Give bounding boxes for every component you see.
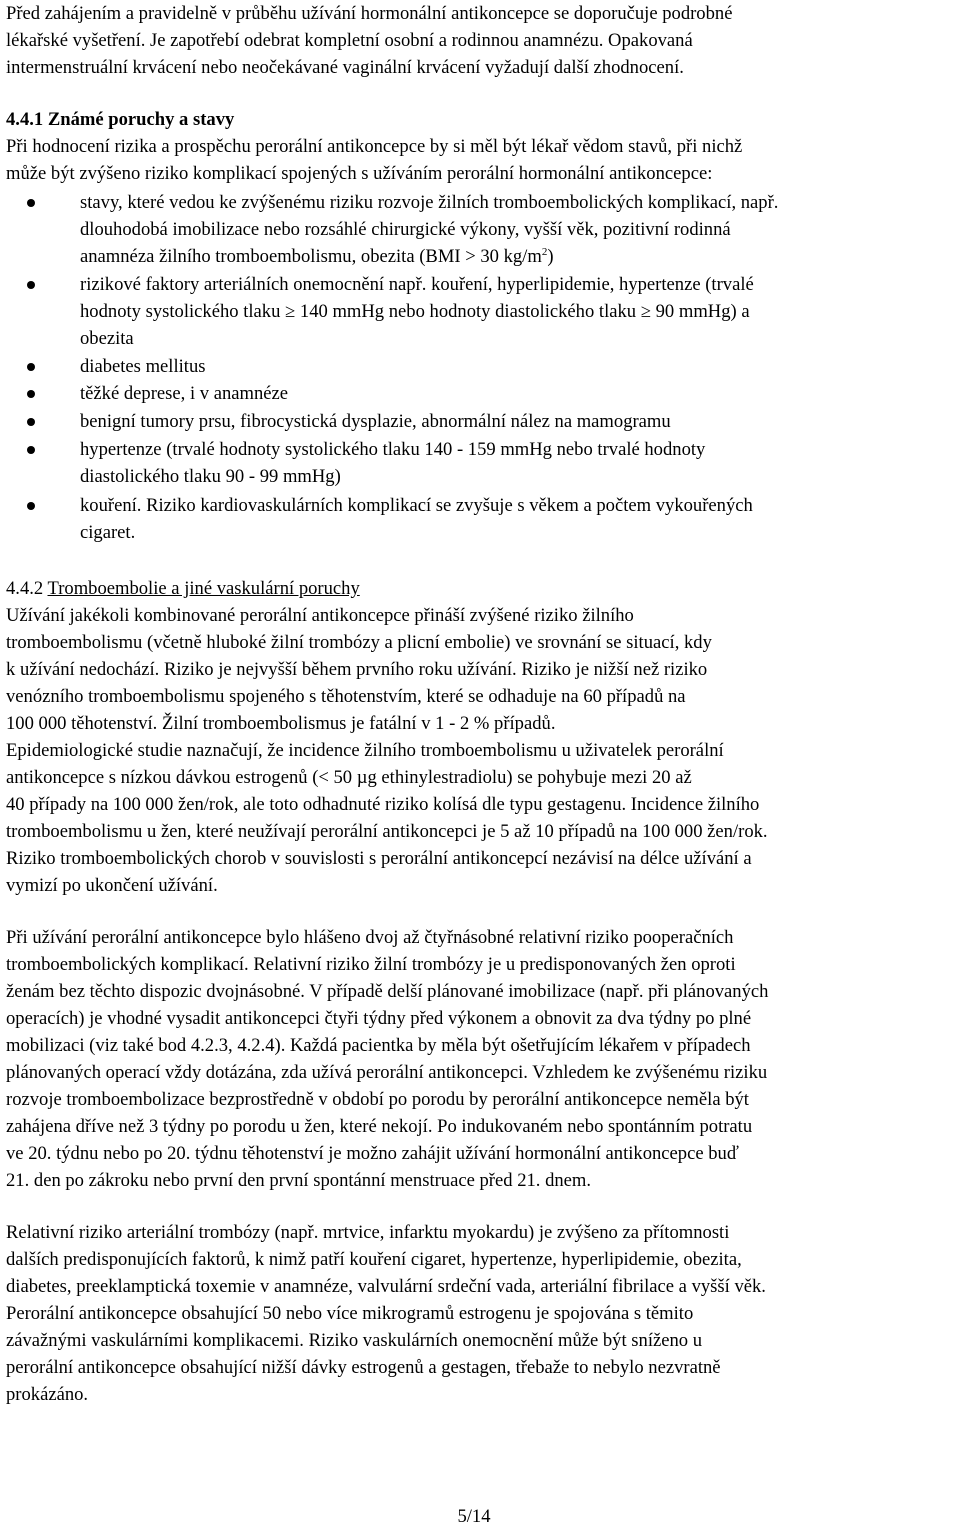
superscript: 2 — [541, 246, 548, 258]
para-line: Při užívání perorální antikoncepce bylo hlášeno dvoj až čtyřnásobné relativní riziko pooperačních — [6, 927, 734, 948]
bullet-dot — [27, 418, 35, 426]
bmi-text: anamnéza žilního tromboembolismu, obezita (BMI > 30 kg/m — [80, 246, 542, 267]
para-line: tromboembolismu (včetně hluboké žilní trombózy a plicní embolie) ve srovnání se situací, kdy — [6, 632, 712, 653]
list-item-line: obezita — [80, 328, 134, 349]
para-line: vymizí po ukončení užívání. — [6, 875, 218, 896]
section-line: Při hodnocení rizika a prospěchu perorální antikoncepce by si měl být lékař vědom stavů, při nichž — [6, 136, 743, 157]
para-line: mobilizaci (viz také bod 4.2.3, 4.2.4). Každá pacientka by měla být ošetřujícím lékařem v případech — [6, 1035, 751, 1056]
bullet-dot — [27, 390, 35, 398]
list-item-line: cigaret. — [80, 522, 136, 543]
geq-symbol: ≥ — [640, 301, 651, 322]
para-line: Epidemiologické studie naznačují, že incidence žilního tromboembolismu u uživatelek perorální — [6, 740, 724, 761]
heading-number: 4.4.2 — [6, 578, 48, 599]
para-line: 100 000 těhotenství. Žilní tromboembolismus je fatální v 1 - 2 % případů. — [6, 713, 556, 734]
list-item-line — [80, 298, 750, 325]
para-line: perorální antikoncepce obsahující nižší dávky estrogenů a gestagen, třebaže to nebylo nezvratně — [6, 1357, 721, 1378]
para-line: zahájena dříve než 3 týdny po porodu u žen, které nekojí. Po indukovaném nebo spontánním potratu — [6, 1116, 753, 1137]
list-item-line: těžké deprese, i v anamnéze — [80, 383, 289, 404]
list-item-line — [80, 243, 554, 270]
heading-text: Tromboembolie a jiné vaskulární poruchy — [47, 578, 360, 599]
para-line: 21. den po zákroku nebo první den první spontánní menstruace před 21. dnem. — [6, 1170, 592, 1191]
bullet-dot — [27, 446, 35, 454]
para-line: závažnými vaskulárními komplikacemi. Riziko vaskulárních onemocnění může být sníženo u — [6, 1330, 703, 1351]
list-item-line: dlouhodobá imobilizace nebo rozsáhlé chirurgické výkony, vyšší věk, pozitivní rodinná — [80, 219, 731, 240]
line-part: 90 mmHg) a — [650, 301, 750, 322]
bullet-dot — [27, 281, 35, 289]
para-line: diabetes, preeklamptická toxemie v anamnéze, valvulární srdeční vada, arteriální fibrilace a vyšší věk. — [6, 1276, 766, 1297]
page-number: 5/14 — [457, 1506, 491, 1527]
para-line: tromboembolických komplikací. Relativní riziko žilní trombózy je u predisponovaných žen oproti — [6, 954, 736, 975]
list-item-line: diastolického tlaku 90 - 99 mmHg) — [80, 466, 341, 487]
para-line: Relativní riziko arteriální trombózy (např. mrtvice, infarktu myokardu) je zvýšeno za přítomnosti — [6, 1222, 730, 1243]
section-heading-4-4-2 — [6, 575, 360, 602]
intro-line: Před zahájením a pravidelně v průběhu užívání hormonální antikoncepce se doporučuje podrobné — [6, 3, 733, 24]
para-line: Užívání jakékoli kombinované perorální antikoncepce přináší zvýšené riziko žilního — [6, 605, 634, 626]
para-line: Perorální antikoncepce obsahující 50 nebo více mikrogramů estrogenu je spojována s těmito — [6, 1303, 694, 1324]
para-line: rozvoje tromboembolizace bezprostředně v období po porodu by perorální antikoncepce neměla být — [6, 1089, 749, 1110]
list-item-line: rizikové faktory arteriálních onemocnění např. kouření, hyperlipidemie, hypertenze (trvalé — [80, 274, 754, 295]
para-line: k užívání nedochází. Riziko je nejvyšší během prvního roku užívání. Riziko je nižší než riziko — [6, 659, 708, 680]
geq-symbol: ≥ — [285, 301, 296, 322]
bmi-close: ) — [547, 246, 554, 267]
para-line: prokázáno. — [6, 1384, 89, 1405]
para-line: venózního tromboembolismu spojeného s těhotenstvím, které se odhaduje na 60 případů na — [6, 686, 686, 707]
para-line: tromboembolismu u žen, které neužívají perorální antikoncepci je 5 až 10 případů na 100 000 žen/rok. — [6, 821, 768, 842]
para-line: ve 20. týdnu nebo po 20. týdnu těhotenství je možno zahájit užívání hormonální antikoncepce buď — [6, 1143, 739, 1164]
para-line: ženám bez těchto dispozic dvojnásobné. V případě delší plánované imobilizace (např. při plánovaných — [6, 981, 769, 1002]
list-item-line: stavy, které vedou ke zvýšenému riziku rozvoje žilních tromboembolických komplikací, např. — [80, 192, 779, 213]
list-item-line: diabetes mellitus — [80, 356, 206, 377]
section-heading-4-4-1: 4.4.1 Známé poruchy a stavy — [6, 109, 235, 130]
section-line: může být zvýšeno riziko komplikací spojených s užíváním perorální hormonální antikoncepce: — [6, 163, 713, 184]
para-line: dalších predisponujících faktorů, k nimž patří kouření cigaret, hypertenze, hyperlipidemie, obezita, — [6, 1249, 742, 1270]
list-item-line: benigní tumory prsu, fibrocystická dysplazie, abnormální nález na mamogramu — [80, 411, 671, 432]
line-part: 140 mmHg nebo hodnoty diastolického tlaku — [295, 301, 641, 322]
para-line: plánovaných operací vždy dotázána, zda užívá perorální antikoncepci. Vzhledem ke zvýšenému riziku — [6, 1062, 768, 1083]
list-item-line: kouření. Riziko kardiovaskulárních komplikací se zvyšuje s věkem a počtem vykouřených — [80, 495, 753, 516]
bullet-dot — [27, 363, 35, 371]
para-line: Riziko tromboembolických chorob v souvislosti s perorální antikoncepcí nezávisí na délce užívání a — [6, 848, 752, 869]
bullet-dot — [27, 199, 35, 207]
intro-line: lékařské vyšetření. Je zapotřebí odebrat kompletní osobní a rodinnou anamnézu. Opakovaná — [6, 30, 693, 51]
para-line: antikoncepce s nízkou dávkou estrogenů (< 50 µg ethinylestradiolu) se pohybuje mezi 20 až — [6, 767, 692, 788]
line-part: hodnoty systolického tlaku — [80, 301, 286, 322]
bullet-dot — [27, 502, 35, 510]
para-line: operacích) je vhodné vysadit antikoncepci čtyři týdny před výkonem a obnovit za dva týdny po plné — [6, 1008, 752, 1029]
list-item-line: hypertenze (trvalé hodnoty systolického tlaku 140 - 159 mmHg nebo trvalé hodnoty — [80, 439, 706, 460]
intro-line: intermenstruální krvácení nebo neočekávané vaginální krvácení vyžadují další zhodnocení. — [6, 57, 684, 78]
para-line: 40 případy na 100 000 žen/rok, ale toto odhadnuté riziko kolísá dle typu gestagenu. Incidence žilního — [6, 794, 760, 815]
